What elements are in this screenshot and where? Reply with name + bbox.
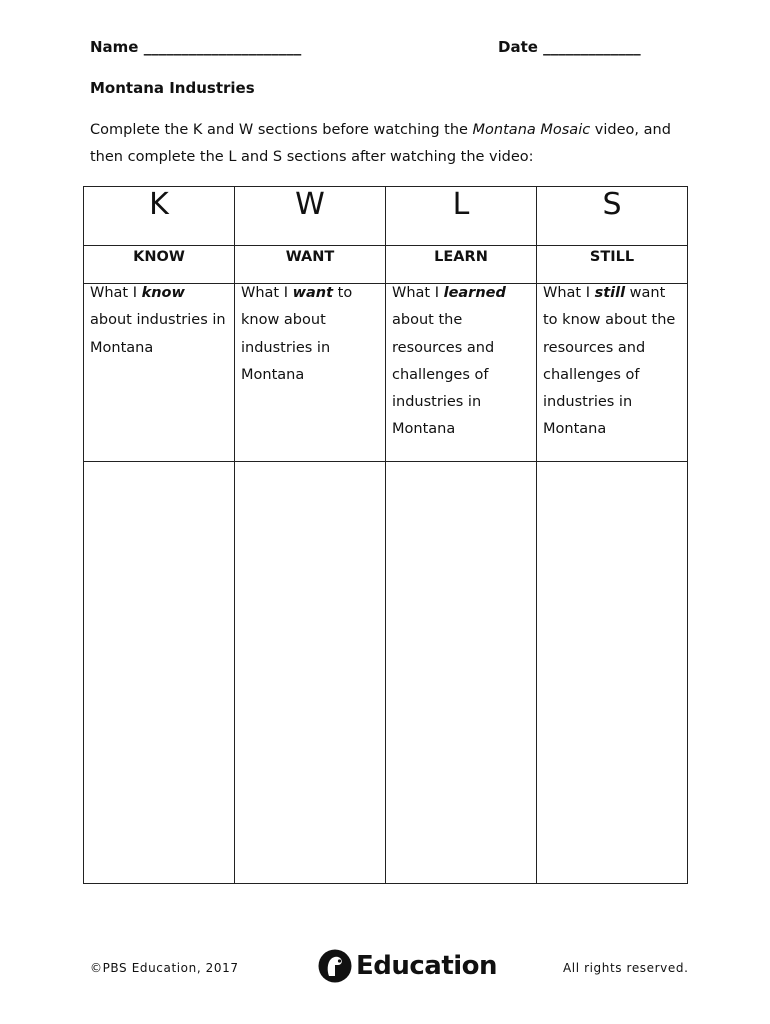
word-know-cell	[84, 246, 235, 284]
prompt-row	[84, 284, 688, 462]
answer-want-cell[interactable]	[235, 462, 386, 884]
prompt-want-pre: What I	[241, 285, 293, 301]
pbs-education-logo	[318, 947, 497, 985]
answer-row	[84, 462, 688, 884]
letter-s: S	[537, 187, 688, 246]
prompt-learn-emphasis: learned	[443, 285, 506, 301]
copyright-text: ©PBS Education, 2017	[90, 961, 239, 975]
word-want-cell	[235, 246, 386, 284]
letter-w: W	[235, 187, 386, 246]
prompt-want-cell	[235, 284, 386, 462]
kwls-chart	[83, 186, 688, 884]
letter-k: K	[84, 187, 235, 246]
name-field-label: Name _____________________	[90, 38, 302, 56]
prompt-know-emphasis: know	[141, 285, 185, 301]
rights-text: All rights reserved.	[563, 961, 689, 975]
prompt-still-pre: What I	[543, 285, 595, 301]
word-want: WANT	[285, 249, 335, 265]
prompt-want-emphasis: want	[292, 285, 334, 301]
letter-l: L	[386, 187, 537, 246]
instructions-after: video, and then complete the L and S sections after watching the video:	[90, 122, 671, 165]
word-row	[84, 246, 688, 284]
prompt-know-cell	[84, 284, 235, 462]
answer-know-cell[interactable]	[84, 462, 235, 884]
answer-still-cell[interactable]	[537, 462, 688, 884]
prompt-learn-cell	[386, 284, 537, 462]
instructions-before: Complete the K and W sections before watching the	[90, 122, 473, 138]
pbs-head-icon	[318, 949, 352, 983]
answer-learn-cell[interactable]	[386, 462, 537, 884]
word-still: STILL	[589, 249, 635, 265]
logo-wordmark: Education	[356, 951, 498, 981]
prompt-still-cell	[537, 284, 688, 462]
date-field-label: Date _____________	[498, 38, 641, 56]
instructions	[90, 117, 690, 171]
letter-row	[84, 187, 688, 246]
worksheet-title: Montana Industries	[90, 79, 255, 97]
prompt-know-post: about industries in Montana	[90, 312, 226, 356]
prompt-want-post: to know about industries in Montana	[241, 285, 353, 383]
word-still-cell	[537, 246, 688, 284]
prompt-still-emphasis: still	[594, 285, 626, 301]
instructions-video-title: Montana Mosaic	[472, 122, 591, 138]
prompt-know-pre: What I	[90, 285, 142, 301]
word-learn: LEARN	[434, 249, 488, 265]
prompt-learn-pre: What I	[392, 285, 444, 301]
prompt-still-post: want to know about the resources and challenges of industries in Montana	[543, 285, 676, 438]
prompt-learn-post: about the resources and challenges of industries in Montana	[392, 312, 495, 438]
word-learn-cell	[386, 246, 537, 284]
word-know: KNOW	[133, 249, 185, 265]
